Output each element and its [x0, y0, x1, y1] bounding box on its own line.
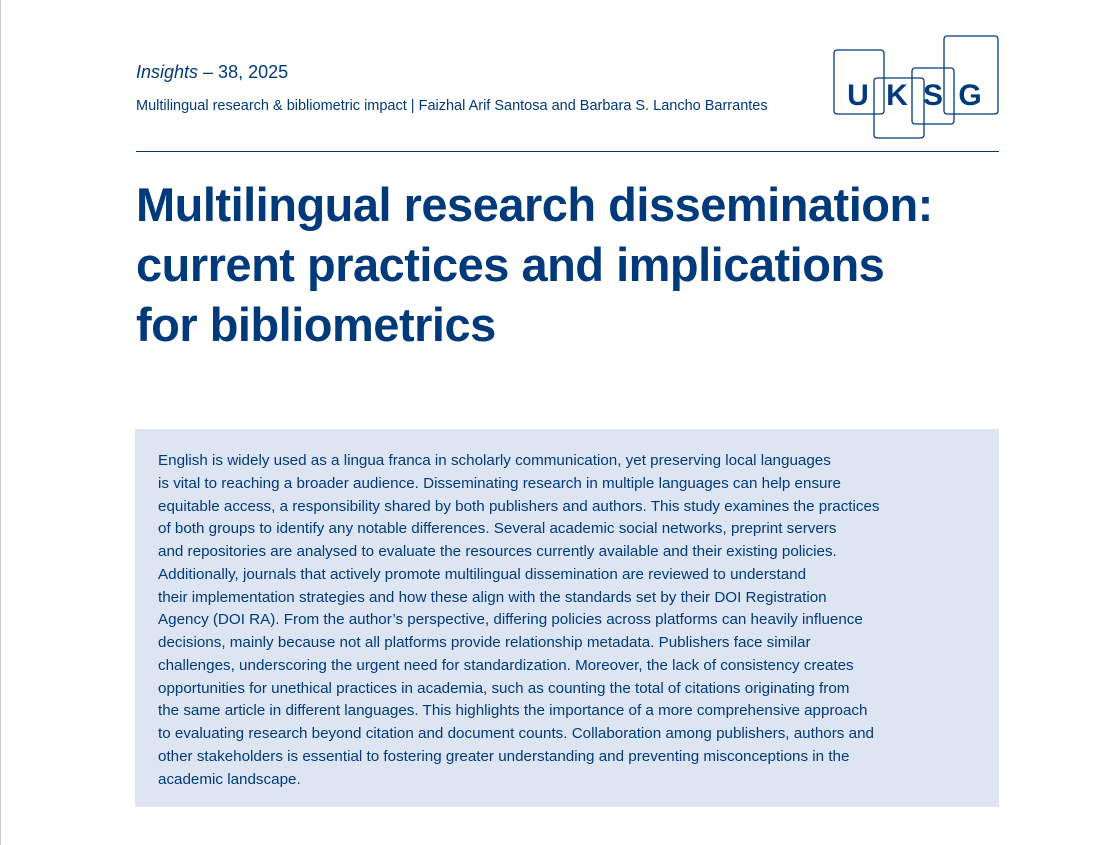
article-title-line: Multilingual research dissemination: [136, 178, 933, 231]
abstract-line: English is widely used as a lingua franca in scholarly communication, yet preserving local languages [158, 452, 831, 469]
abstract-line: academic landscape. [158, 770, 301, 788]
abstract-line: to evaluating research beyond citation and document counts. Collaboration among publishers, authors and [158, 725, 874, 742]
abstract-line: and repositories are analysed to evaluate the resources currently available and their existing policies. [158, 543, 837, 560]
article-title-line: current practices and implications [136, 238, 885, 291]
article-title-line: for bibliometrics [136, 298, 496, 351]
abstract-line: decisions, mainly because not all platforms provide relationship metadata. Publishers face similar [158, 634, 811, 651]
abstract-line: challenges, underscoring the urgent need for standardization. Moreover, the lack of consistency creates [158, 656, 854, 674]
abstract-line: their implementation strategies and how these align with the standards set by their DOI Registration [158, 588, 827, 606]
logo-letter-k: K [886, 79, 908, 112]
abstract-line: the same article in different languages. This highlights the importance of a more comprehensive approach [158, 702, 868, 720]
header-rule [136, 151, 999, 152]
page-left-edge [0, 0, 1, 845]
logo-letter-u: U [847, 79, 869, 112]
abstract-text [158, 450, 988, 791]
article-title [136, 175, 1016, 355]
abstract-line: Agency (DOI RA). From the author’s perspective, differing policies across platforms can heavily influence [158, 611, 863, 629]
abstract-line: opportunities for unethical practices in academia, such as counting the total of citations originating from [158, 679, 850, 697]
running-title: Multilingual research & bibliometric impact | Faizhal Arif Santosa and Barbara S. Lancho Barrantes [136, 98, 768, 114]
abstract-line: equitable access, a responsibility shared by both publishers and authors. This study examines the practices [158, 497, 880, 515]
abstract-line: Additionally, journals that actively promote multilingual dissemination are reviewed to understand [158, 565, 807, 583]
journal-name: Insights [136, 62, 199, 82]
abstract-line: is vital to reaching a broader audience. Disseminating research in multiple languages can help ensure [158, 474, 841, 492]
abstract-line: other stakeholders is essential to fostering greater understanding and preventing misconceptions in the [158, 747, 850, 765]
journal-citation [136, 62, 288, 83]
logo-letter-g: G [958, 79, 982, 112]
abstract-line: of both groups to identify any notable differences. Several academic social networks, preprint servers [158, 520, 837, 538]
logo-letter-s: S [922, 79, 944, 112]
uksg-logo [832, 34, 1000, 140]
journal-issue: – 38, 2025 [198, 62, 289, 82]
